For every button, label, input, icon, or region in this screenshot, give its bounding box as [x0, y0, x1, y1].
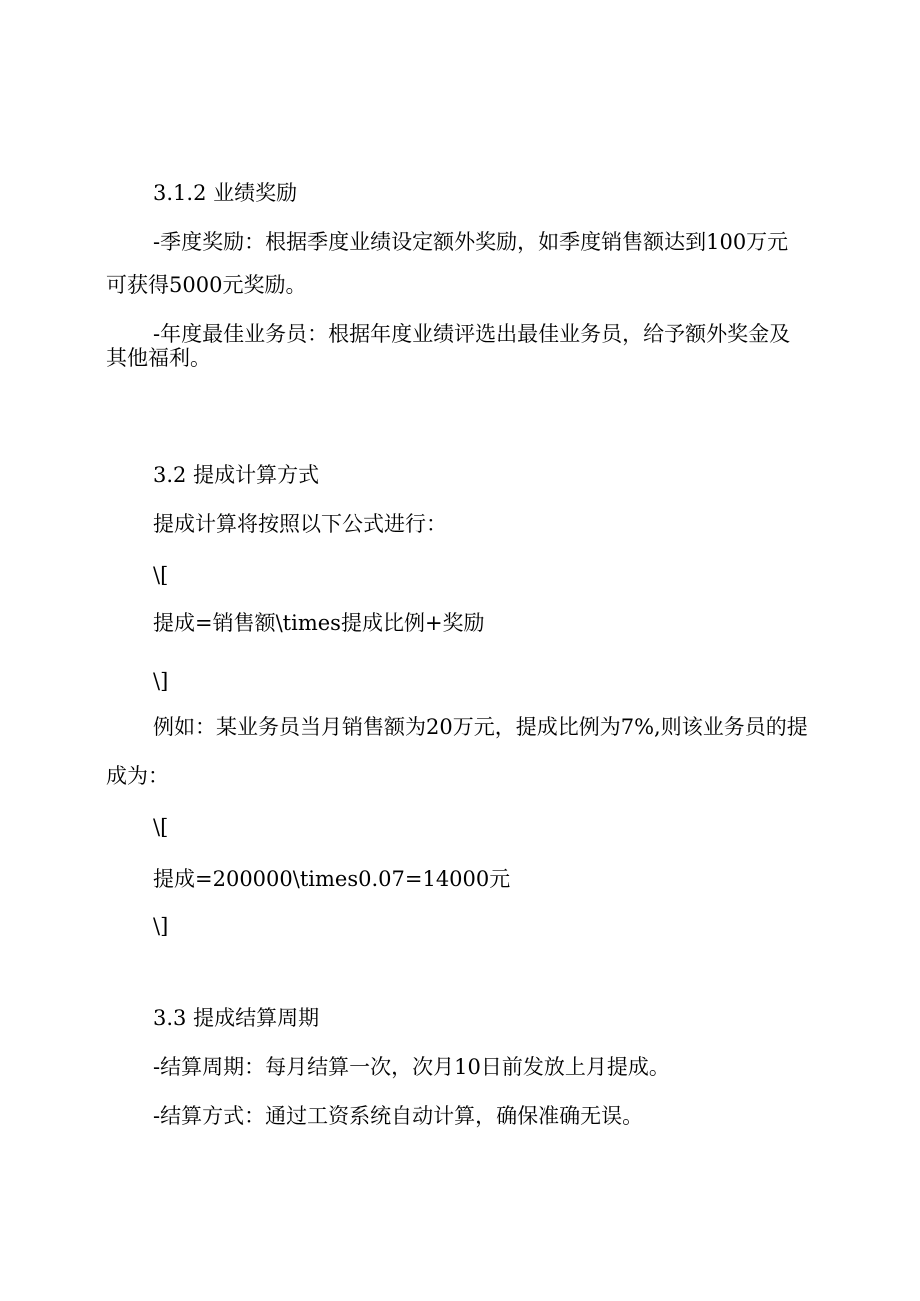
formula1-open-delimiter: \[ [153, 563, 169, 587]
formula1-close-delimiter: \] [153, 669, 169, 693]
bullet-annual-best-line1: -年度最佳业务员：根据年度业绩评选出最佳业务员，给予额外奖金及 [153, 322, 791, 346]
example-line2: 成为： [106, 764, 169, 788]
formula1-expression: 提成=销售额\times提成比例+奖励 [153, 611, 485, 635]
formula2-expression: 提成=200000\times0.07=14000元 [153, 867, 511, 891]
formula2-close-delimiter: \] [153, 914, 169, 938]
section-heading-3-2: 3.2 提成计算方式 [153, 463, 320, 487]
bullet-quarterly-bonus-line2: 可获得5000元奖励。 [106, 273, 307, 297]
formula-intro: 提成计算将按照以下公式进行： [153, 512, 447, 536]
bullet-settlement-cycle: -结算周期：每月结算一次，次月10日前发放上月提成。 [153, 1055, 670, 1079]
bullet-settlement-method: -结算方式：通过工资系统自动计算，确保准确无误。 [153, 1104, 644, 1128]
formula2-open-delimiter: \[ [153, 815, 169, 839]
bullet-annual-best-line2: 其他福利。 [106, 346, 211, 370]
example-line1: 例如：某业务员当月销售额为20万元，提成比例为7%,则该业务员的提 [153, 715, 808, 739]
section-heading-3-1-2: 3.1.2 业绩奖励 [153, 181, 298, 205]
bullet-quarterly-bonus-line1: -季度奖励：根据季度业绩设定额外奖励，如季度销售额达到100万元 [153, 230, 789, 254]
section-heading-3-3: 3.3 提成结算周期 [153, 1006, 320, 1030]
